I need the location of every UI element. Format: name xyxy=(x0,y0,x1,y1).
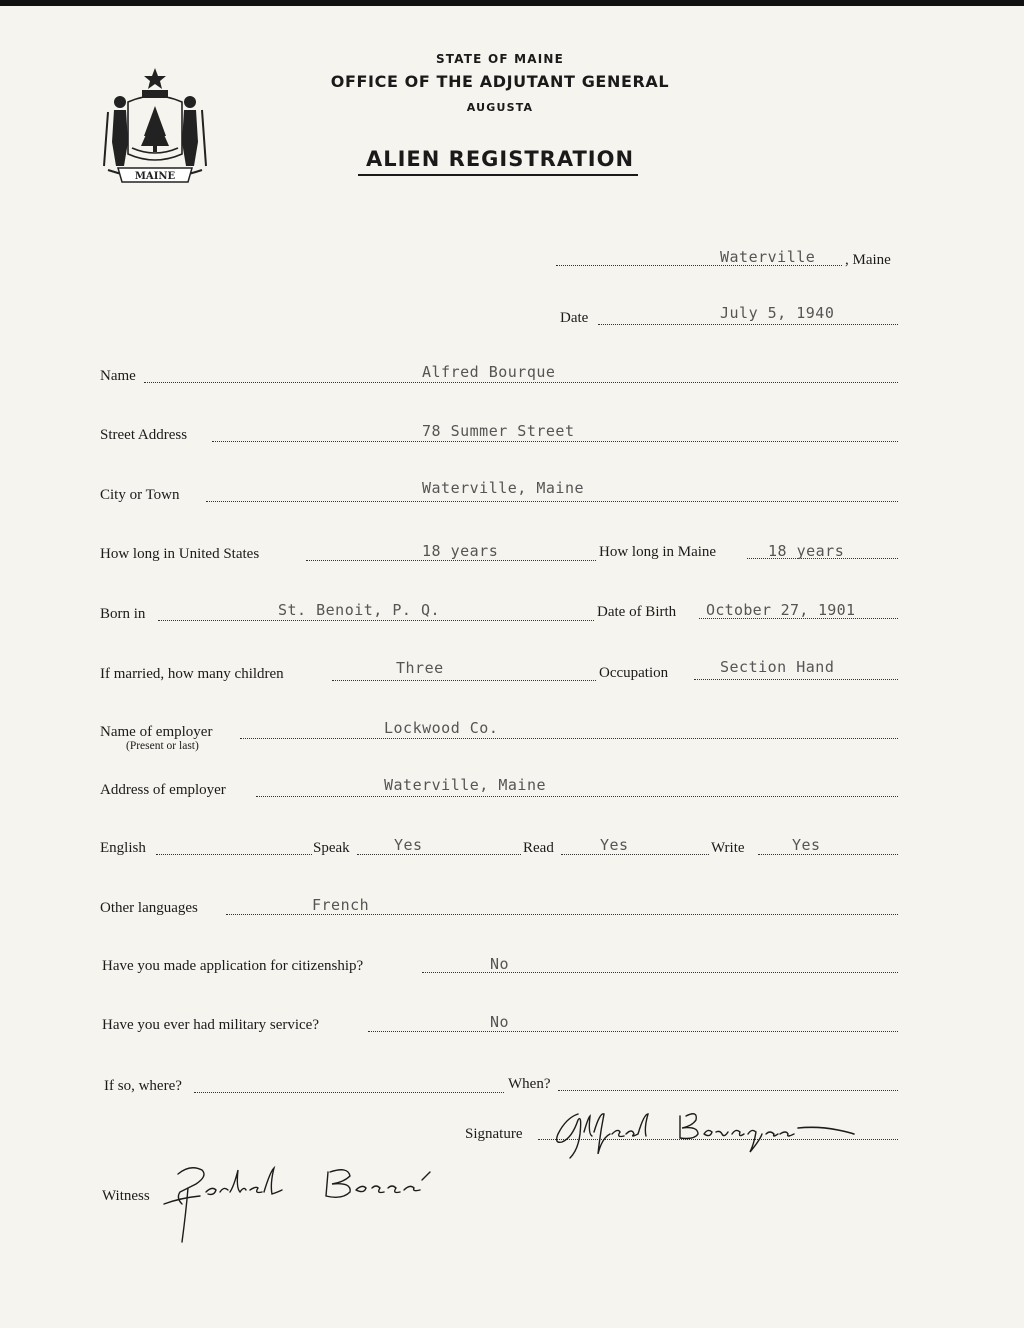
other-languages-label: Other languages xyxy=(100,900,198,916)
speak-value: Yes xyxy=(394,836,423,854)
name-line xyxy=(144,382,898,383)
english-line xyxy=(156,854,312,855)
occupation-line xyxy=(694,679,898,680)
date-value: July 5, 1940 xyxy=(720,304,835,322)
military-label: Have you ever had military service? xyxy=(102,1017,319,1033)
employer-address-line xyxy=(256,796,898,797)
us-years-label: How long in United States xyxy=(100,546,260,562)
employer-line xyxy=(240,738,898,739)
citizenship-value: No xyxy=(490,955,510,973)
us-years-line xyxy=(306,560,596,561)
read-value: Yes xyxy=(600,836,629,854)
write-value: Yes xyxy=(792,836,821,854)
children-line xyxy=(332,680,596,681)
born-in-line xyxy=(158,620,594,621)
born-in-label: Born in xyxy=(100,606,146,622)
english-label: English xyxy=(100,840,146,856)
citizenship-label: Have you made application for citizenship? xyxy=(102,958,364,974)
other-languages-value: French xyxy=(312,896,370,914)
employer-value: Lockwood Co. xyxy=(384,719,499,737)
read-label: Read xyxy=(523,840,554,856)
place-value: Waterville xyxy=(720,248,816,266)
scan-edge xyxy=(0,0,1024,6)
place-suffix: , Maine xyxy=(845,252,891,268)
military-value: No xyxy=(490,1013,510,1031)
name-value: Alfred Bourque xyxy=(422,363,556,381)
occupation-value: Section Hand xyxy=(720,658,835,676)
witness-label: Witness xyxy=(102,1188,150,1204)
children-value: Three xyxy=(396,659,444,677)
applicant-signature xyxy=(548,1104,868,1166)
header-city: AUGUSTA xyxy=(466,101,534,114)
signature-label: Signature xyxy=(465,1126,523,1142)
street-value: 78 Summer Street xyxy=(422,422,575,440)
where-label: If so, where? xyxy=(104,1078,182,1094)
born-in-value: St. Benoit, P. Q. xyxy=(278,601,441,619)
date-label: Date xyxy=(560,310,589,326)
us-years-value: 18 years xyxy=(422,542,499,560)
title-underline xyxy=(358,174,638,176)
employer-sublabel: (Present or last) xyxy=(126,740,199,752)
military-line xyxy=(368,1031,898,1032)
other-languages-line xyxy=(226,914,898,915)
witness-signature xyxy=(160,1158,500,1250)
maine-years-label: How long in Maine xyxy=(599,544,717,560)
employer-address-label: Address of employer xyxy=(100,782,226,798)
date-line xyxy=(598,324,898,325)
when-line xyxy=(558,1090,898,1091)
children-label: If married, how many children xyxy=(100,666,284,682)
header-state: STATE OF MAINE xyxy=(435,52,565,66)
where-line xyxy=(194,1092,504,1093)
name-label: Name xyxy=(100,368,136,384)
occupation-label: Occupation xyxy=(599,665,669,681)
employer-address-value: Waterville, Maine xyxy=(384,776,547,794)
header-office: OFFICE OF THE ADJUTANT GENERAL xyxy=(330,72,670,91)
employer-label: Name of employer xyxy=(100,724,213,740)
read-line xyxy=(561,854,709,855)
street-line xyxy=(212,441,898,442)
seal-label: MAINE xyxy=(134,171,176,182)
write-line xyxy=(758,854,898,855)
city-label: City or Town xyxy=(100,487,180,503)
birth-date-label: Date of Birth xyxy=(597,604,677,620)
city-value: Waterville, Maine xyxy=(422,479,585,497)
city-line xyxy=(206,501,898,502)
speak-label: Speak xyxy=(313,840,350,856)
write-label: Write xyxy=(711,840,745,856)
speak-line xyxy=(357,854,521,855)
when-label: When? xyxy=(508,1076,551,1092)
form-title: ALIEN REGISTRATION xyxy=(365,147,635,171)
birth-date-value: October 27, 1901 xyxy=(706,601,856,619)
maine-seal-icon xyxy=(98,62,212,188)
maine-years-value: 18 years xyxy=(768,542,845,560)
street-label: Street Address xyxy=(100,427,188,443)
